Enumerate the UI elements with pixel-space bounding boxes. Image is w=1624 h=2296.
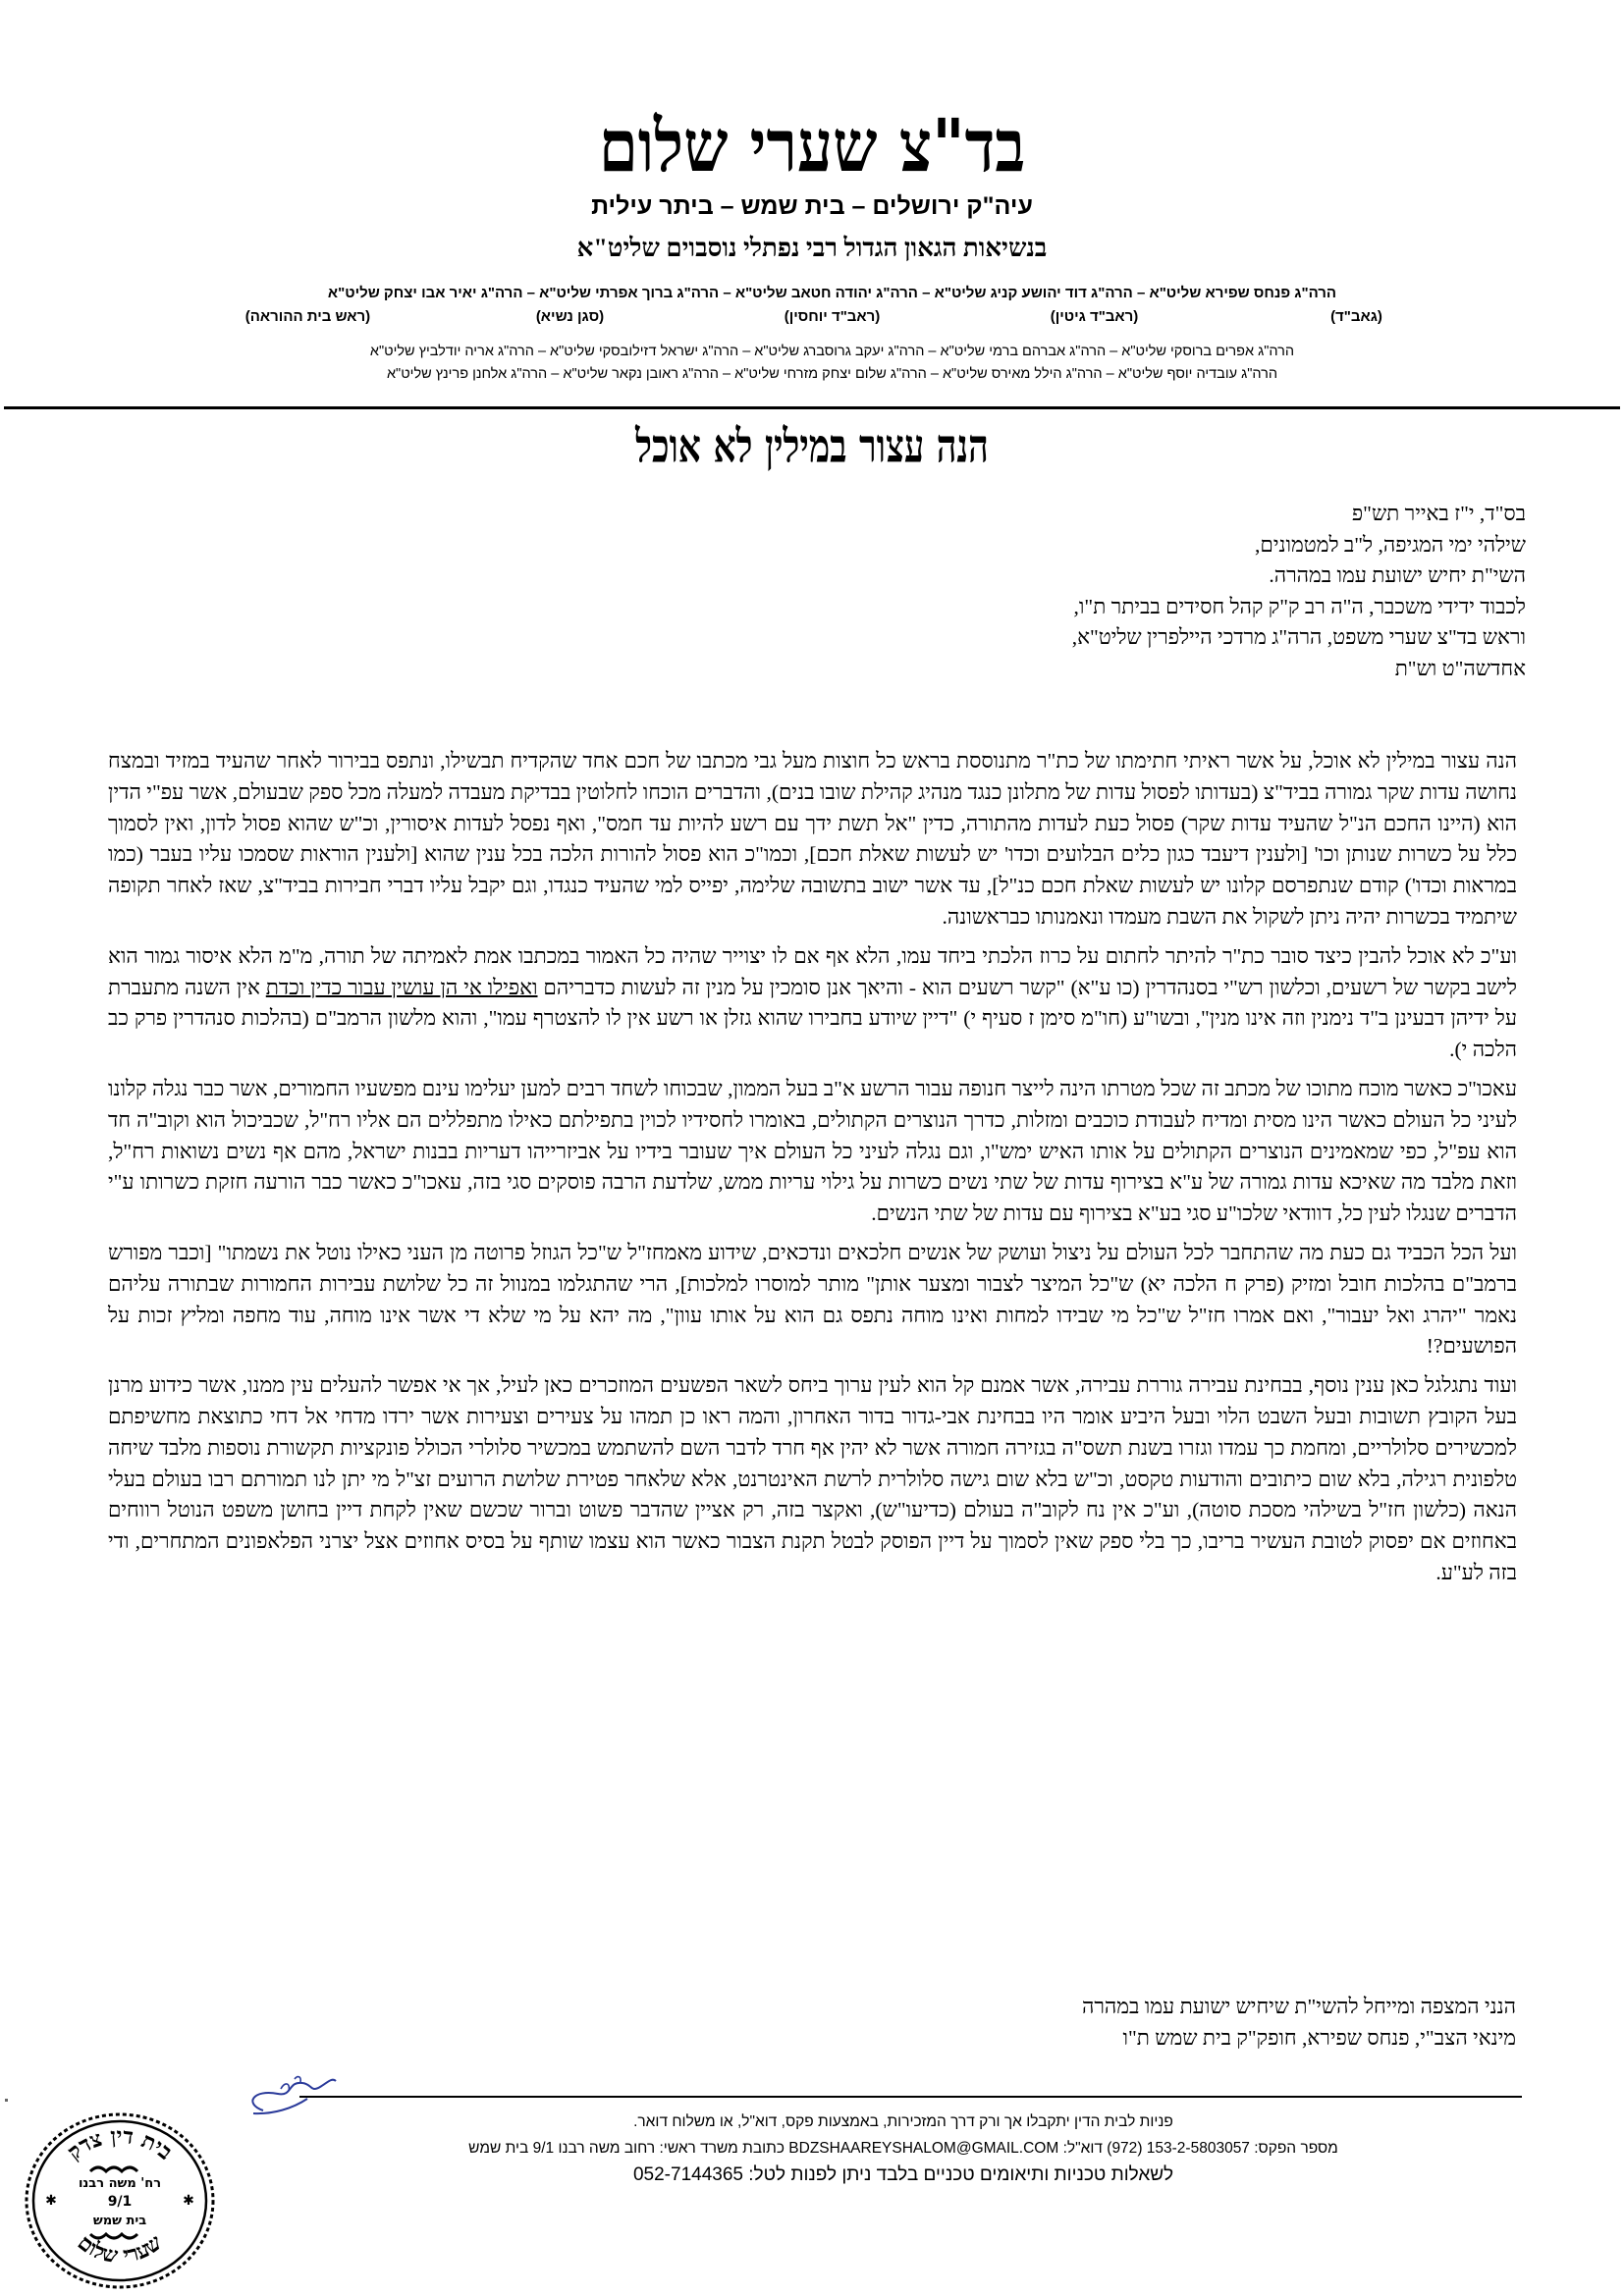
greeting-line: אחדשה"ט וש"ת [1394,656,1526,680]
scan-mark [5,2099,8,2102]
judge-role: (ראב"ד יוחסין) [784,308,881,325]
date-line: בס"ד, י"ז באייר תש"פ [1351,502,1526,525]
court-members-line-2: הרה"ג עובדיה יוסף שליט"א – הרה"ג הילל מאירס שליט"א – הרה"ג שלום יצחק מזרחי שליט"א – הרה"ג ראובן נקאר שליט"א – הרה"ג אלחנן פרינץ שליט"א [386,366,1278,382]
stamp-ornament-icon [90,2167,137,2171]
judge-role: (סגן נשיא) [535,308,605,325]
stamp-ornament-icon [90,2234,137,2238]
stamp-street: רח' משה רבנו [78,2176,162,2191]
court-name: בד"צ שערי שלום [598,104,1026,189]
senior-judges-line: הרה"ג פנחס שפירא שליט"א – הרה"ג דוד יהושע קניג שליט"א – הרה"ג יהודה חטאב שליט"א – הרה"ג ברוך אפרתי שליט"א – הרה"ג יאיר אבו יצחק שליט"א [327,285,1337,301]
signatory-line: מינאי הצב"י, פנחס שפירא, חופק"ק בית שמש ת"ו [1122,2025,1516,2050]
header-divider [4,406,1620,409]
senior-judges-roles [177,308,1488,325]
body-paragraph [108,941,1517,1066]
opening-block [544,499,1526,684]
body-paragraph: ועל הכל הכביד גם כעת מה שהתחבר לכל העולם על ניצול ועושק של אנשים חלכאים ונדכאים, שידוע מאמחז"ל ש"כל הגוזל פרוטה מן העני כאילו נוטל את נשמתו" [וכבר מפורש ברמב"ם בהלכות חובל ומזיק (פרק ח הלכה יא) ש"כל המיצר לצבור ומצער אותן" מותר למוסרו למלכות], הרי שהתגלמו במנוול זה כל שלושת עבירות החמורות שבתורה עליהם נאמר "יהרג ואל יעבור", ואם אמרו חז"ל ש"כל מי שבידו למחות ואינו מוחה נתפס גם הוא על אותו עוון", מה יהא על מי שלא די אשר אינו מוחה, עוד מחפה ומליץ זכות על הפושעים?! [108,1240,1517,1359]
paragraph-text: וע"כ לא אוכל להבין כיצד סובר כת"ר להיתר לחתום על כרוז הלכתי ביחד עמו, הלא אף אם לו יצוייר שהיה כל האמור במכתבו אמת לאמיתה של תורה, מ"מ הלא איסור גמור הוא לישב בקשר של רשעים, וכלשון רש"י בסנהדרין (כו ע"א) "קשר רשעים הוא - והיאך אנן סומכין על מנין זה לעשות כדבריהם [108,943,1517,999]
signature-divider [299,2096,1522,2098]
stamp-star-icon: ✱ [45,2193,57,2209]
body-paragraph: הנה עצור במילין לא אוכל, על אשר ראיתי חתימתו של כת"ר מתנוססת בראש כל חוצות מעל גבי מכתבו של חכם אחד שהקדיח תבשילו, ונתפס בבירור לאחר שהעיד במזיד ובמצח נחושה עדות שקר גמורה בביד"צ (בעדותו לפסול עדות של מתלונן כנגד מנהיג קהילת שובו בנים), והדברים הוכחו לחלוטין בבדיקת מעבדה למעלה מכל ספק שבעולם, אשר עפ"י הדין הוא (היינו החכם הנ"ל שהעיד עדות שקר) פסול כעת לעדות מהתורה, כדין "אל תשת ידך עם רשע להיות עד חמס", ואף נפסל לעדות איסורין, וכ"ש שהוא פסול לדון, ואין לסמוך כלל על כשרות שנותן וכו' [ולענין דיעבד כגון כלים הבלועים וכדו' יש לעשות שאלת חכם], וכמו"כ הוא פסול להורות הלכה בכל ענין שהוא [ולענין הוראות שסמכו עליו בעבר (כמו במראות וכדו') קודם שנתפרסם קלונו יש לעשות שאלת חכם כנ"ל], עד אשר ישוב בתשובה שלימה, יפייס למי שהעיד כנגדו, וגם יקבל עליו דברי חבירות בביד"צ, שאז לאחר תקופה שיתמיד בכשרות יהיה ניתן לשקול את השבת מעמדו ונאמנותו כבראשונה. [108,749,1517,929]
footer-technical-phone: לשאלות טכניות ותיאומים טכניים בלבד ניתן לפנות לטל: 052-7144365 [632,2164,1174,2185]
stamp-star-icon: ✱ [183,2193,194,2209]
addressee-line: לכבוד ידידי משכבר, ה"ה רב ק"ק קהל חסידים בביתר ת"ו, [1073,594,1526,618]
stamp-city: בית שמש [92,2214,147,2228]
closing-line: הנני המצפה ומייחל להשי"ת שיחיש ישועת עמו במהרה [1082,1995,1516,2018]
court-presidency: בנשיאות הגאון הגדול רבי נפתלי נוסבוים שליט"א [576,234,1048,262]
body-paragraph: עאכו"כ כאשר מוכח מתוכו של מכתב זה שכל מטרתו הינה לייצר חנופה עבור הרשע א"ב בעל הממון, שבכוחו לשחד רבים למען יעלימו עינם מפשעיו החמורים, אשר כבר נגלה קלונו לעיני כל העולם כאשר הינו מסית ומדיח לעבודת כוכבים ומזלות, כדרך הנוצרים הקתולים, באומרו לחסידיו לכוין בתפילתם כאילו מתפללים הם אליו רח"ל, שכביכול הוא וקוב"ה חד הוא עפ"ל, כפי שמאמינים הנוצרים הקתולים על אותו האיש ימש"ו, וגם נגלה לעיני כל העולם איך שעובר בידיו על אביזרייהו דעריות בבנות ישראל, מהם אף נשים נשואות רח"ל, וזאת מלבד מה שאיכא עדות גמורה של ע"א בצירוף עדות של שתי נשים כשרות על גילוי עריות ממש, שלדעת הרבה פוסקים סגי בזה, עאכו"כ כאשר כבר הורעה חזקת כשרותו ע"י הדברים שנגלו לעין כל, דוודאי שלכו"ע סגי בע"א בצירוף עם עדות של שתי הנשים. [108,1076,1517,1226]
footer-inquiries: פניות לבית הדין יתקבלו אך ורק דרך המזכירות, באמצעות פקס, דוא"ל, או משלוח דואר. [633,2113,1173,2130]
opening-line: השי"ת יחיש ישועת עמו במהרה. [1269,563,1526,587]
letter-body [108,746,1517,1597]
court-stamp [22,2110,218,2292]
court-members-line-1: הרה"ג אפרים ברוסקי שליט"א – הרה"ג אברהם ברמי שליט"א – הרה"ג יעקב גרוסברג שליט"א – הרה"ג ישראל דזילובסקי שליט"א – הרה"ג אריה יודלביץ שליט"א [369,344,1295,359]
judge-role: (גאב"ד) [1330,308,1382,325]
judge-role: (ראב"ד גיטין) [1050,308,1139,325]
opening-line: שילהי ימי המגיפה, ל"ב למטמונים, [1255,532,1526,557]
stamp-top-text: בית דין צדק [62,2122,178,2165]
stamp-bottom-text: שערי שלום [72,2229,168,2269]
judge-role: (ראש בית ההוראה) [244,308,371,325]
document-title: הנה עצור במילין לא אוכל [635,419,989,474]
footer-contact [295,2109,1512,2188]
paragraph-text: אין השנה מתעברת על ידיהן דבעינן ב"ד נימנין וזה אינו מנין", ובשו"ע (חו"מ סימן ז סעיף י) "דיין שיודע בחבירו שהוא גזלן או רשע אין לו להצטרף עמו", והוא מלשון הרמב"ם (בהלכות סנהדרין פרק כב הלכה י). [108,975,1517,1062]
stamp-number: 9/1 [107,2194,133,2210]
underlined-quote: ואפילו אי הן עושין עבור כדין וכדת [265,975,538,999]
addressee-line: וראש בד"צ שערי משפט, הרה"ג מרדכי היילפרין שליט"א, [1071,625,1526,649]
closing-block [731,1992,1516,2054]
body-paragraph: ועוד נתגלגל כאן ענין נוסף, בבחינת עבירה גוררת עבירה, אשר אמנם קל הוא לעין ערוך ביחס לשאר הפשעים המוזכרים כאן לעיל, אך אי אפשר להעלים עין ממנו, אשר כידוע מרנן בעל הקובץ תשובות ובעל השבט הלוי ובעל היביע אומר היו בבחינת אבי-גדור בדור האחרון, והמה ראו כן תמהו על צעירים וצעירות אשר ירדו מדחי אל דחי כתוצאת מחשיפתם למכשירים סלולריים, ומחמת כך עמדו וגזרו בשנת תשס"ה בגזירה חמורה אשר לא יהין אף חרד לדבר השם להשתמש במכשיר סלולרי הכולל פונקציות תקשורת נוספות מלבד שיחה טלפונית רגילה, בלא שום כיתובים והודעות טקסט, וכ"ש בלא שום גישה סלולרית לרשת האינטרנט, אלא שלאחר פטירת שלושת הרועים זצ"ל מי יתן לנו תמורתם רבו בעולם בעלי הנאה (כלשון חז"ל בשילהי מסכת סוטה), וע"כ אין נח לקוב"ה בעולם (כדיעו"ש), ואקצר בזה, רק אציין שהדבר פשוט וברור שכשם שאין לקחת דיין בחושן משפט הנוטל רווחים באחוזים אם יפסוק לטובת העשיר בריבו, כך בלי ספק שאין לסמוך על דיין הפוסק לבטל תקנת הצבור כאשר הוא עצמו שותף על בסיס אחוזים אצל יצרני הפלאפונים המתחרים, ודי בזה לע"ע. [108,1373,1517,1584]
footer-fax-email-address: מספר הפקס: 153-2-5803057 (972) דוא"ל: BDZSHAAREYSHALOM@GMAIL.COM כתובת משרד ראשי: רחוב משה רבנו 9/1 בית שמש [468,2140,1338,2157]
court-locations: עיה"ק ירושלים – בית שמש – ביתר עילית [591,192,1033,220]
